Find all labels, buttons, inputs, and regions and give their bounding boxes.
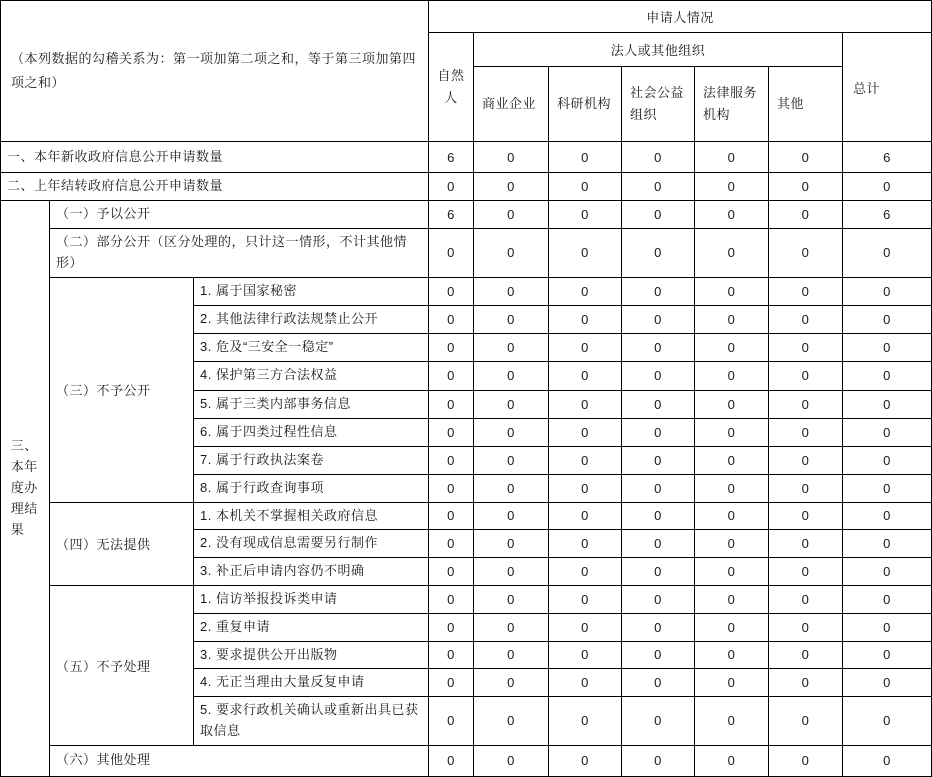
value-cell: 0 xyxy=(474,390,549,418)
value-cell: 0 xyxy=(622,474,695,502)
item-label: 3. 补正后申请内容仍不明确 xyxy=(194,558,429,586)
value-cell: 0 xyxy=(549,558,622,586)
value-cell: 0 xyxy=(622,745,695,776)
value-cell: 0 xyxy=(769,173,843,201)
row-label: （六）其他处理 xyxy=(50,745,429,776)
value-cell: 0 xyxy=(843,613,932,641)
value-cell: 0 xyxy=(769,418,843,446)
value-cell: 0 xyxy=(549,446,622,474)
legal-org-header: 法人或其他组织 xyxy=(474,33,843,67)
value-cell: 0 xyxy=(843,697,932,746)
value-cell: 0 xyxy=(695,229,769,278)
value-cell: 0 xyxy=(549,641,622,669)
item-label: 1. 本机关不掌握相关政府信息 xyxy=(194,502,429,530)
item-label: 6. 属于四类过程性信息 xyxy=(194,418,429,446)
value-cell: 0 xyxy=(843,558,932,586)
reconciliation-note: （本列数据的勾稽关系为：第一项加第二项之和，等于第三项加第四项之和） xyxy=(1,1,429,142)
value-cell: 0 xyxy=(843,305,932,333)
value-cell: 0 xyxy=(549,418,622,446)
value-cell: 0 xyxy=(474,361,549,390)
value-cell: 0 xyxy=(769,474,843,502)
column-header-other: 其他 xyxy=(769,67,843,142)
value-cell: 0 xyxy=(695,390,769,418)
value-cell: 0 xyxy=(769,361,843,390)
value-cell: 0 xyxy=(474,229,549,278)
item-label: 7. 属于行政执法案卷 xyxy=(194,446,429,474)
value-cell: 0 xyxy=(622,502,695,530)
item-label: 8. 属于行政查询事项 xyxy=(194,474,429,502)
value-cell: 0 xyxy=(769,530,843,558)
table-row xyxy=(1,201,932,229)
value-cell: 0 xyxy=(429,697,474,746)
value-cell: 0 xyxy=(549,333,622,361)
value-cell: 0 xyxy=(474,669,549,697)
value-cell: 0 xyxy=(622,229,695,278)
value-cell: 0 xyxy=(843,530,932,558)
value-cell: 0 xyxy=(622,697,695,746)
value-cell: 0 xyxy=(695,641,769,669)
value-cell: 0 xyxy=(474,745,549,776)
value-cell: 0 xyxy=(622,558,695,586)
group-label: （五）不予处理 xyxy=(50,585,194,745)
item-label: 2. 其他法律行政法规禁止公开 xyxy=(194,305,429,333)
value-cell: 0 xyxy=(622,201,695,229)
value-cell: 0 xyxy=(549,745,622,776)
value-cell: 0 xyxy=(429,613,474,641)
value-cell: 0 xyxy=(474,585,549,613)
row-label: 一、本年新收政府信息公开申请数量 xyxy=(1,142,429,173)
table-row xyxy=(1,142,932,173)
value-cell: 0 xyxy=(622,446,695,474)
value-cell: 0 xyxy=(695,142,769,173)
value-cell: 0 xyxy=(843,229,932,278)
value-cell: 0 xyxy=(843,446,932,474)
value-cell: 0 xyxy=(695,418,769,446)
value-cell: 0 xyxy=(429,585,474,613)
value-cell: 0 xyxy=(474,530,549,558)
value-cell: 0 xyxy=(429,229,474,278)
item-label: 3. 危及“三安全一稳定” xyxy=(194,333,429,361)
value-cell: 0 xyxy=(429,305,474,333)
row-label: （二）部分公开（区分处理的，只计这一情形，不计其他情形） xyxy=(50,229,429,278)
value-cell: 0 xyxy=(622,277,695,305)
value-cell: 0 xyxy=(549,201,622,229)
value-cell: 0 xyxy=(429,669,474,697)
value-cell: 0 xyxy=(474,474,549,502)
value-cell: 0 xyxy=(474,697,549,746)
value-cell: 0 xyxy=(549,530,622,558)
value-cell: 0 xyxy=(429,745,474,776)
value-cell: 0 xyxy=(769,142,843,173)
value-cell: 0 xyxy=(549,173,622,201)
item-label: 1. 信访举报投诉类申请 xyxy=(194,585,429,613)
value-cell: 0 xyxy=(843,333,932,361)
value-cell: 0 xyxy=(429,641,474,669)
column-header-research: 科研机构 xyxy=(549,67,622,142)
value-cell: 0 xyxy=(843,669,932,697)
value-cell: 0 xyxy=(769,613,843,641)
item-label: 2. 没有现成信息需要另行制作 xyxy=(194,530,429,558)
value-cell: 0 xyxy=(695,697,769,746)
natural-person-label: 自然人 xyxy=(437,67,465,105)
value-cell: 0 xyxy=(769,229,843,278)
value-cell: 0 xyxy=(769,558,843,586)
value-cell: 0 xyxy=(429,333,474,361)
value-cell: 0 xyxy=(474,173,549,201)
item-label: 3. 要求提供公开出版物 xyxy=(194,641,429,669)
table-row xyxy=(1,502,932,530)
value-cell: 0 xyxy=(622,142,695,173)
value-cell: 0 xyxy=(769,585,843,613)
value-cell: 0 xyxy=(843,361,932,390)
value-cell: 0 xyxy=(695,558,769,586)
table-row xyxy=(1,745,932,776)
value-cell: 0 xyxy=(843,173,932,201)
value-cell: 0 xyxy=(769,390,843,418)
value-cell: 0 xyxy=(695,530,769,558)
value-cell: 0 xyxy=(695,446,769,474)
value-cell: 0 xyxy=(695,613,769,641)
value-cell: 6 xyxy=(429,142,474,173)
column-header-public-welfare: 社会公益组织 xyxy=(622,67,695,142)
value-cell: 0 xyxy=(695,277,769,305)
value-cell: 0 xyxy=(474,613,549,641)
value-cell: 6 xyxy=(843,142,932,173)
value-cell: 0 xyxy=(622,613,695,641)
value-cell: 6 xyxy=(843,201,932,229)
value-cell: 0 xyxy=(769,305,843,333)
table-row xyxy=(1,277,932,305)
value-cell: 0 xyxy=(474,502,549,530)
value-cell: 0 xyxy=(549,361,622,390)
value-cell: 0 xyxy=(622,390,695,418)
value-cell: 6 xyxy=(429,201,474,229)
item-label: 2. 重复申请 xyxy=(194,613,429,641)
value-cell: 0 xyxy=(843,641,932,669)
value-cell: 0 xyxy=(549,502,622,530)
value-cell: 0 xyxy=(695,745,769,776)
row-label: 二、上年结转政府信息公开申请数量 xyxy=(1,173,429,201)
value-cell: 0 xyxy=(843,390,932,418)
value-cell: 0 xyxy=(429,173,474,201)
item-label: 4. 保护第三方合法权益 xyxy=(194,361,429,390)
section-three-label-text: 三、本年度办理结果 xyxy=(10,438,38,537)
value-cell: 0 xyxy=(429,558,474,586)
value-cell: 0 xyxy=(549,305,622,333)
value-cell: 0 xyxy=(429,530,474,558)
value-cell: 0 xyxy=(549,669,622,697)
column-header-commercial: 商业企业 xyxy=(474,67,549,142)
value-cell: 0 xyxy=(769,201,843,229)
item-label: 1. 属于国家秘密 xyxy=(194,277,429,305)
value-cell: 0 xyxy=(769,333,843,361)
value-cell: 0 xyxy=(474,641,549,669)
value-cell: 0 xyxy=(769,669,843,697)
item-label: 5. 要求行政机关确认或重新出具已获取信息 xyxy=(194,697,429,746)
value-cell: 0 xyxy=(474,333,549,361)
value-cell: 0 xyxy=(695,502,769,530)
table-row xyxy=(1,173,932,201)
value-cell: 0 xyxy=(474,201,549,229)
value-cell: 0 xyxy=(549,585,622,613)
value-cell: 0 xyxy=(622,305,695,333)
value-cell: 0 xyxy=(474,277,549,305)
value-cell: 0 xyxy=(843,502,932,530)
row-label: （一）予以公开 xyxy=(50,201,429,229)
value-cell: 0 xyxy=(549,229,622,278)
group-label: （四）无法提供 xyxy=(50,502,194,585)
total-column-header: 总计 xyxy=(843,33,932,142)
value-cell: 0 xyxy=(695,333,769,361)
value-cell: 0 xyxy=(429,446,474,474)
value-cell: 0 xyxy=(622,669,695,697)
value-cell: 0 xyxy=(622,418,695,446)
value-cell: 0 xyxy=(769,745,843,776)
value-cell: 0 xyxy=(429,361,474,390)
value-cell: 0 xyxy=(474,142,549,173)
applicant-situation-header: 申请人情况 xyxy=(429,1,932,33)
value-cell: 0 xyxy=(549,277,622,305)
value-cell: 0 xyxy=(549,613,622,641)
value-cell: 0 xyxy=(622,173,695,201)
value-cell: 0 xyxy=(695,669,769,697)
value-cell: 0 xyxy=(429,418,474,446)
value-cell: 0 xyxy=(622,641,695,669)
value-cell: 0 xyxy=(474,418,549,446)
value-cell: 0 xyxy=(843,277,932,305)
value-cell: 0 xyxy=(695,173,769,201)
item-label: 5. 属于三类内部事务信息 xyxy=(194,390,429,418)
value-cell: 0 xyxy=(429,277,474,305)
value-cell: 0 xyxy=(769,277,843,305)
value-cell: 0 xyxy=(549,474,622,502)
value-cell: 0 xyxy=(429,474,474,502)
value-cell: 0 xyxy=(622,361,695,390)
value-cell: 0 xyxy=(429,390,474,418)
value-cell: 0 xyxy=(769,641,843,669)
value-cell: 0 xyxy=(695,305,769,333)
value-cell: 0 xyxy=(429,502,474,530)
column-header-legal-service: 法律服务机构 xyxy=(695,67,769,142)
value-cell: 0 xyxy=(695,361,769,390)
section-three-vertical-label xyxy=(1,201,50,777)
value-cell: 0 xyxy=(549,142,622,173)
value-cell: 0 xyxy=(622,585,695,613)
item-label: 4. 无正当理由大量反复申请 xyxy=(194,669,429,697)
value-cell: 0 xyxy=(474,558,549,586)
value-cell: 0 xyxy=(622,530,695,558)
value-cell: 0 xyxy=(843,745,932,776)
value-cell: 0 xyxy=(695,474,769,502)
value-cell: 0 xyxy=(843,474,932,502)
value-cell: 0 xyxy=(695,201,769,229)
value-cell: 0 xyxy=(474,446,549,474)
value-cell: 0 xyxy=(474,305,549,333)
table-row xyxy=(1,585,932,613)
value-cell: 0 xyxy=(549,390,622,418)
table-row xyxy=(1,229,932,278)
value-cell: 0 xyxy=(769,446,843,474)
value-cell: 0 xyxy=(843,585,932,613)
value-cell: 0 xyxy=(769,502,843,530)
value-cell: 0 xyxy=(769,697,843,746)
value-cell: 0 xyxy=(695,585,769,613)
group-label: （三）不予公开 xyxy=(50,277,194,502)
value-cell: 0 xyxy=(843,418,932,446)
value-cell: 0 xyxy=(549,697,622,746)
value-cell: 0 xyxy=(622,333,695,361)
natural-person-header xyxy=(429,33,474,142)
